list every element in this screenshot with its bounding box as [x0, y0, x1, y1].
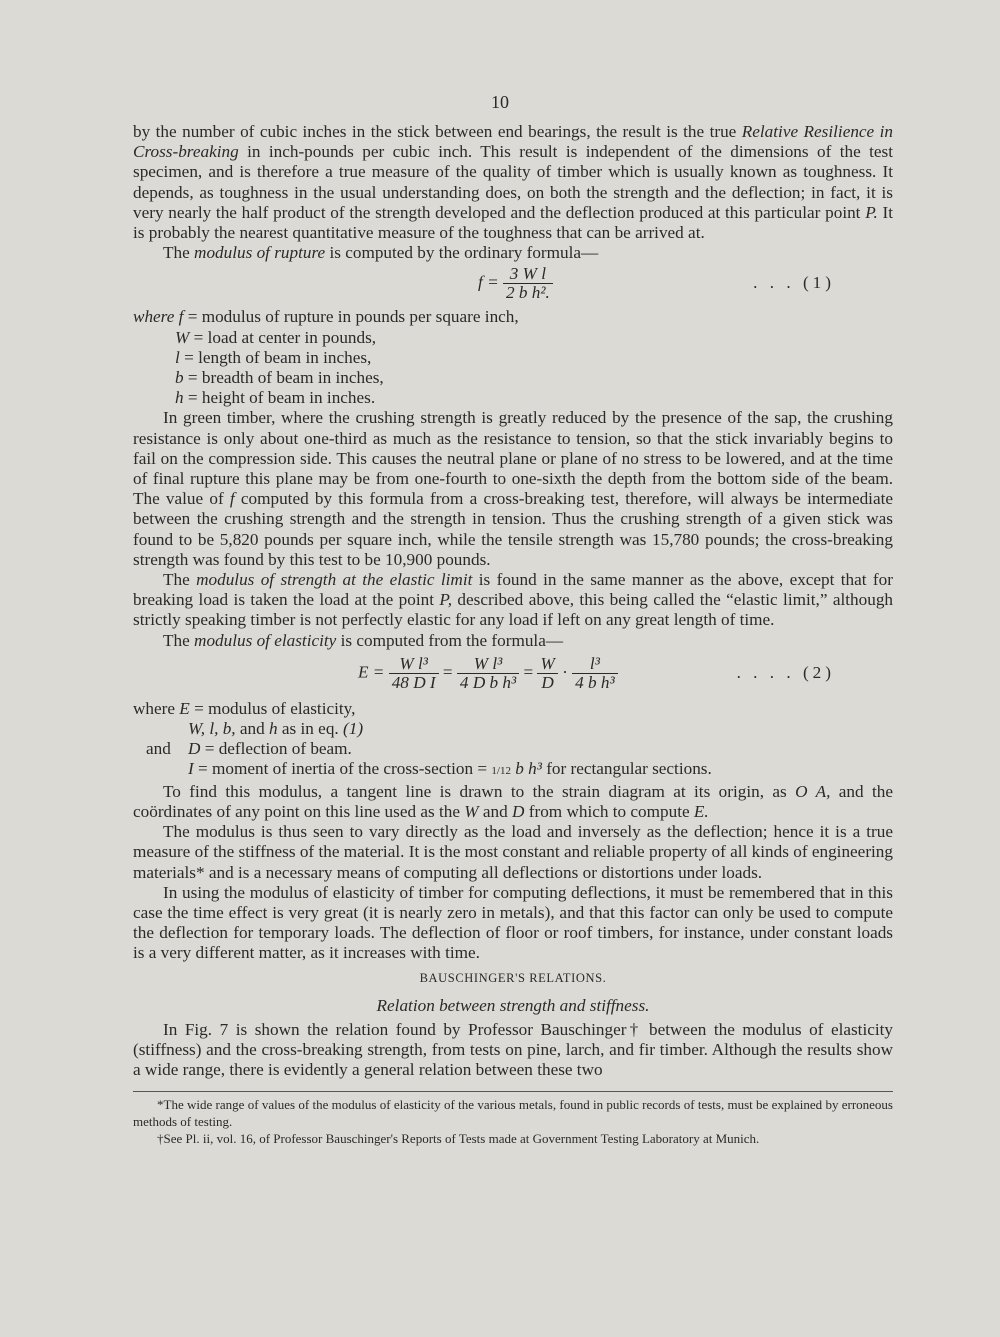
- def-row: where E = modulus of elasticity,: [133, 698, 356, 718]
- page-body: [133, 122, 893, 1147]
- formula-modulus-elasticity: [133, 651, 893, 699]
- paragraph-green-timber: In green timber, where the crushing strength is greatly reduced by the presence of the sap, the crushing resistance is only about one-third as much as the resistance to tension, so that the stick invariably begins to fail on the compression side. This causes the neutral plane or plane of no stress to be lowered, and at the time of final rupture this plane may be from one-fourth to one-sixth the depth from the bottom side of the beam. The value of f computed by this formula from a cross-breaking test, therefore, will always be intermediate between the crushing strength and the strength in tension. Thus the crushing strength of a given stick was found to be 5,820 pounds per square inch, while the tensile strength was 15,780 pounds; the cross-breaking strength was found by this test to be 10,900 pounds.: [133, 408, 893, 569]
- def-row: and D = deflection of beam.: [146, 739, 352, 759]
- def-row-inertia: I = moment of inertia of the cross-section = 1/12 b h³ for rectangular sections.: [188, 759, 712, 779]
- formula2-fraction-3: $\frac{W}{D}$: [537, 655, 557, 692]
- def-row: l = length of beam in inches,: [175, 347, 372, 367]
- paragraph-tangent-line: To find this modulus, a tangent line is drawn to the strain diagram at its origin, as O A, and the coördinates of any point on this line used as the W and D from which to compute E.: [133, 781, 893, 821]
- def-row: where f = modulus of rupture in pounds per square inch,: [133, 307, 519, 327]
- formula1-fraction: $\frac{\text{3 W l}}{\text{2 b h².}}$: [503, 265, 553, 302]
- paragraph-bauschinger: In Fig. 7 is shown the relation found by Professor Bauschinger† between the modulus of elasticity (stiffness) and the cross-breaking strength, from tests on pine, larch, and fir timber. Although the results show a wide range, there is evidently a general relation between these two: [133, 1019, 893, 1080]
- footnote-dagger: †See Pl. ii, vol. 16, of Professor Bauschinger's Reports of Tests made at Government Testing Laboratory at Munich.: [157, 1130, 760, 1146]
- footnotes: [133, 1096, 893, 1147]
- definitions-rupture: [133, 307, 893, 408]
- formula2-fraction-1: $\frac{\text{W l³}}{\text{48 D I}}$: [389, 655, 439, 692]
- formula2-equals: =: [442, 662, 453, 682]
- paragraph-modulus-elasticity-intro: The modulus of elasticity is computed from the formula—: [163, 630, 564, 650]
- def-row: W, l, b, and h as in eq. (1): [188, 719, 364, 739]
- section-heading: BAUSCHINGER'S RELATIONS.: [419, 970, 607, 985]
- paragraph-toughness: by the number of cubic inches in the stick between end bearings, the result is the true Relative Resilience in Cross-breaking in inch-pounds per cubic inch. This result is independent of the dimensions of the test specimen, and is therefore a true measure of the quality of timber which is usually known as toughness. It depends, as toughness in the usual understanding does, on both the strength and the deflection; in fact, it is very nearly the half product of the strength developed and the deflection produced at this particular point P. It is probably the nearest quantitative measure of the toughness that can be arrived at.: [133, 122, 894, 243]
- paragraph-stiffness: The modulus is thus seen to vary directly as the load and inversely as the deflection; hence it is a true measure of the stiffness of the material. It is the most constant and reliable property of all kinds of engineering materials* and is a necessary means of computing all deflections or distortions under loads.: [133, 822, 893, 882]
- formula2-dot: ·: [562, 662, 568, 682]
- paragraph-time-effect: In using the modulus of elasticity of timber for computing deflections, it must be remembered that in this case the time effect is very great (it is nearly zero in metals), and that this factor can only be used to compute the deflection for temporary loads. The deflection of floor or roof timbers, for instance, under constant loads is a very different matter, as it increases with time.: [133, 882, 893, 963]
- definitions-elasticity: [133, 699, 893, 782]
- paragraph-elastic-limit: The modulus of strength at the elastic limit is found in the same manner as the above, except that for breaking load is taken the load at the point P, described above, this being called the “elastic limit,” although strictly speaking timber is not perfectly elastic for any load if left on any great length of time.: [133, 570, 894, 630]
- section-subheading: Relation between strength and stiffness.: [376, 995, 650, 1015]
- formula2-fraction-2: $\frac{\text{W l³}}{\text{4 D b h³}}$: [457, 655, 519, 692]
- paragraph-modulus-rupture-intro: The modulus of rupture is computed by the ordinary formula—: [163, 243, 599, 263]
- formula2-equals: =: [523, 662, 534, 682]
- formula2-fraction-4: $\frac{\text{l³}}{\text{4 b h³}}$: [572, 655, 618, 692]
- equation-number-2: . . . . (2): [736, 662, 835, 682]
- equation-number-1: . . . (1): [753, 273, 835, 293]
- formula-modulus-rupture: [133, 263, 893, 307]
- def-row: W = load at center in pounds,: [175, 327, 377, 347]
- footnote-divider: [133, 1091, 893, 1092]
- formula1-lhs: f =: [478, 272, 499, 292]
- page-number: 10: [491, 92, 509, 112]
- def-row: h = height of beam in inches.: [175, 388, 376, 408]
- def-row: b = breadth of beam in inches,: [175, 368, 384, 388]
- formula2-lhs: E =: [358, 662, 385, 682]
- footnote-asterisk: *The wide range of values of the modulus of elasticity of the various metals, found in public records of tests, must be explained by erroneous methods of testing.: [133, 1096, 893, 1129]
